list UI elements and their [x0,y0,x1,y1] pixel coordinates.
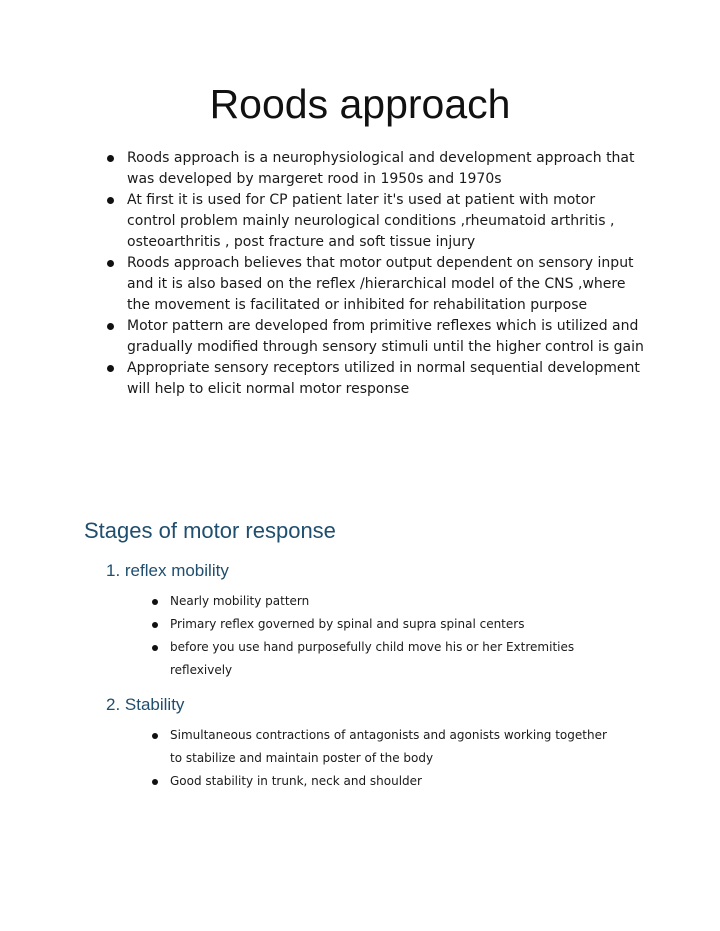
list-item-text: Motor pattern are developed from primitive reflexes which is utilized and gradually modified through sensory stimuli until the higher control is gain [127,318,644,355]
bullet-icon [107,155,114,162]
list-item-text: Appropriate sensory receptors utilized in normal sequential development will help to elicit normal motor response [127,360,640,397]
list-item [104,148,644,190]
list-item [104,190,644,253]
stage-heading-stability: 2. Stability [106,695,185,714]
list-item [104,316,644,358]
list-item [150,590,620,613]
bullet-icon [107,365,114,372]
list-item-text: before you use hand purposefully child move his or her Extremities reflexively [170,640,575,677]
bullet-icon [152,599,158,605]
page-title: Roods approach [209,81,511,127]
list-item-text: At first it is used for CP patient later it's used at patient with motor control problem mainly neurological conditions ,rheumatoid arthritis , osteoarthritis , post fracture and soft tissue injury [127,192,615,250]
list-item-text: Simultaneous contractions of antagonists and agonists working together to stabilize and maintain poster of the body [170,728,607,765]
list-item [150,636,620,682]
bullet-icon [107,260,114,267]
stage-heading-reflex-mobility: 1. reflex mobility [106,561,229,580]
list-item-text: Primary reflex governed by spinal and supra spinal centers [170,617,525,631]
list-item [150,724,620,770]
list-item-text: Roods approach is a neurophysiological and development approach that was developed by margeret rood in 1950s and 1970s [127,150,635,187]
bullet-icon [152,779,158,785]
bullet-icon [152,733,158,739]
list-item [104,253,644,316]
section-heading: Stages of motor response [84,518,336,543]
list-item [104,358,644,400]
bullet-icon [107,323,114,330]
bullet-icon [152,622,158,628]
list-item-text: Good stability in trunk, neck and shoulder [170,774,422,788]
list-item [150,770,620,793]
stage-2-bullet-list [150,724,620,793]
list-item-text: Nearly mobility pattern [170,594,310,608]
list-item [150,613,620,636]
list-item-text: Roods approach believes that motor output dependent on sensory input and it is also based on the reflex /hierarchical model of the CNS ,where the movement is facilitated or inhibited for rehabilitation purpose [127,255,634,313]
bullet-icon [152,645,158,651]
main-bullet-list [104,148,644,400]
bullet-icon [107,197,114,204]
stage-1-bullet-list [150,590,620,682]
